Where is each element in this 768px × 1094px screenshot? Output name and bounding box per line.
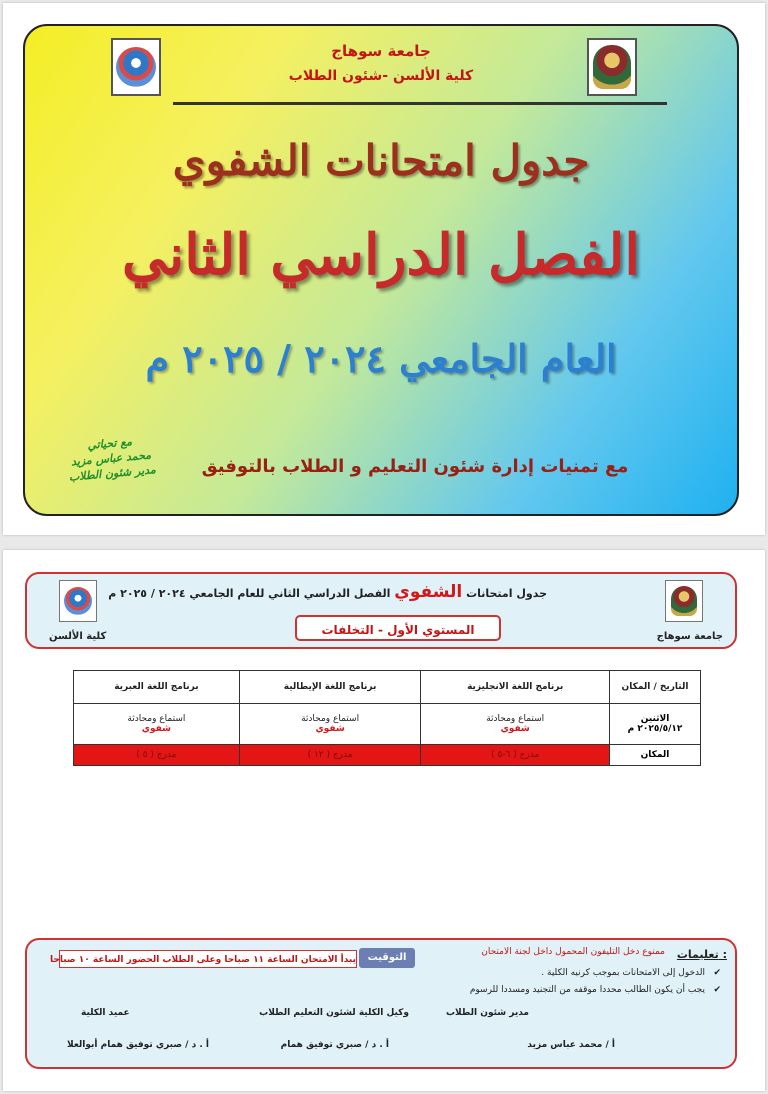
- schedule-faculty: كلية الألسن: [49, 631, 107, 642]
- exam-cell: [239, 704, 421, 745]
- table-header-cell: برنامج اللغة الانجليزية: [421, 671, 610, 704]
- instruction-item: الدخول إلى الامتحانات بموجب كرنيه الكلية .: [541, 968, 705, 978]
- check-icon: ✔: [713, 968, 721, 978]
- cover-panel: [23, 24, 739, 516]
- signature-name: أ . د / صبري توفيق همام أبوالعلا: [67, 1040, 209, 1050]
- table-header-cell: التاريخ / المكان: [610, 671, 701, 704]
- cover-faculty: كلية الألسن -شئون الطلاب: [288, 68, 474, 84]
- signature-line-3: مدير شئون الطلاب: [68, 463, 157, 484]
- exam-day: الاثنين: [640, 714, 670, 724]
- schedule-university: جامعة سوهاج: [656, 631, 723, 642]
- signature-name: أ / محمد عباس مزيد: [527, 1040, 615, 1050]
- exam-cell: [74, 704, 240, 745]
- instructions-heading: تعليمات :: [676, 948, 727, 961]
- schedule-page: [3, 550, 765, 1091]
- table-header-cell: برنامج اللغة العبرية: [74, 671, 240, 704]
- signature-name: أ . د / صبري توفيق همام: [280, 1040, 389, 1050]
- instructions-box: [25, 938, 737, 1069]
- schedule-title: [108, 582, 547, 602]
- cover-page: [3, 3, 765, 535]
- signature-title: عميد الكلية: [81, 1008, 130, 1018]
- instruction-phone: ممنوع دخل التليفون المحمول داخل لجنة الامتحان: [481, 947, 665, 957]
- timing-label: التوقيت: [359, 948, 415, 968]
- exam-mode: شفوي: [315, 724, 345, 734]
- room-cell: مدرج ( ٦-٥ ): [421, 745, 610, 766]
- exam-table: [73, 670, 701, 766]
- level-badge: المستوي الأول - التخلفات: [295, 615, 501, 641]
- signature-line-2: محمد عباس مزيد: [70, 448, 152, 469]
- schedule-header: [25, 572, 737, 649]
- faculty-logo-small: [59, 580, 97, 622]
- table-header-cell: برنامج اللغة الإيطالية: [239, 671, 421, 704]
- university-logo-small: [665, 580, 703, 622]
- title-highlight: الشفوي: [394, 582, 463, 602]
- table-row: [74, 704, 701, 745]
- cover-title: جدول امتحانات الشفوي: [172, 136, 590, 185]
- exam-subject: استماع ومحادثة: [301, 714, 360, 724]
- timing-text: يبدأ الامتحان الساعة ١١ صباحا وعلى الطلاب الحضور الساعة ١٠ صباحا: [59, 950, 357, 968]
- cover-divider: [173, 102, 667, 105]
- faculty-crest-icon: [64, 587, 92, 615]
- cover-term: الفصل الدراسي الثاني: [122, 222, 640, 288]
- title-suffix: الفصل الدراسي الثاني للعام الجامعي ٢٠٢٤ / ٢٠٢٥ م: [108, 587, 391, 600]
- check-icon: ✔: [713, 985, 721, 995]
- cover-academic-year: العام الجامعي ٢٠٢٤ / ٢٠٢٥ م: [145, 336, 617, 381]
- cover-wishes: مع تمنيات إدارة شئون التعليم و الطلاب بالتوفيق: [201, 456, 629, 477]
- title-prefix: جدول امتحانات: [466, 587, 547, 600]
- room-cell: مدرج ( ٥ ): [74, 745, 240, 766]
- exam-date: ٢٠٢٥/٥/١٢ م: [627, 724, 683, 734]
- signature-title: وكيل الكلية لشئون التعليم الطلاب: [259, 1008, 409, 1018]
- instruction-item: يجب أن يكون الطالب محددا موقفه من التجنيد ومسددا للرسوم: [469, 985, 705, 995]
- table-header-row: [74, 671, 701, 704]
- signature-line-1: مع تحياتي: [86, 435, 133, 452]
- cover-university: جامعة سوهاج: [331, 42, 431, 60]
- cover-signature: [39, 430, 182, 487]
- room-cell: مدرج ( ١٢ ): [239, 745, 421, 766]
- signature-title: مدير شئون الطلاب: [446, 1008, 529, 1018]
- date-cell: [610, 704, 701, 745]
- exam-mode: شفوي: [141, 724, 171, 734]
- exam-mode: شفوي: [500, 724, 530, 734]
- exam-subject: استماع ومحادثة: [486, 714, 545, 724]
- exam-subject: استماع ومحادثة: [127, 714, 186, 724]
- university-crest-icon: [671, 586, 697, 616]
- table-row: [74, 745, 701, 766]
- place-label: المكان: [610, 745, 701, 766]
- exam-cell: [421, 704, 610, 745]
